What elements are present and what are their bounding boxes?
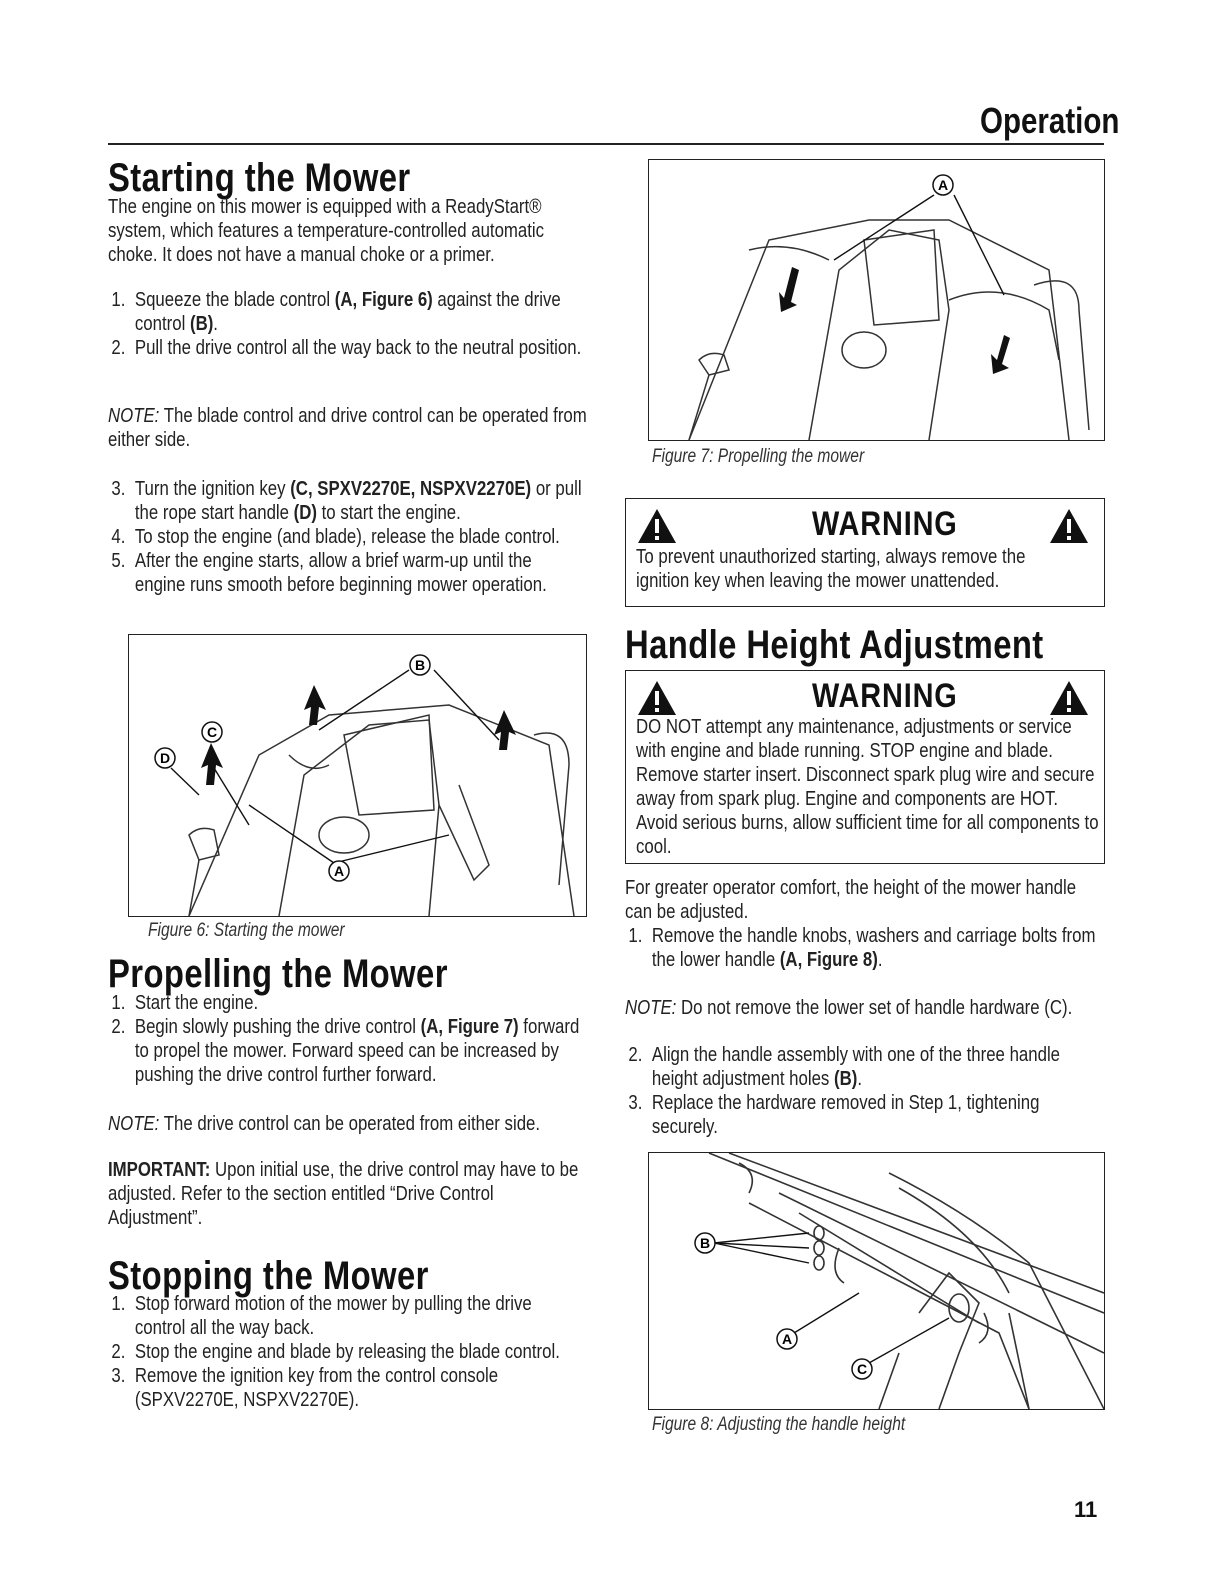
figure-7-caption: Figure 7: Propelling the mower — [652, 446, 865, 467]
list-item: 3. Turn the ignition key (C, SPXV2270E, NSPXV2270E) or pull the rope start handle (D) to start the engine. — [111, 478, 582, 524]
handle-note: NOTE: Do not remove the lower set of handle hardware (C). — [625, 997, 1073, 1019]
list-item: 1. Squeeze the blade control (A, Figure 6) against the drive control (B). — [111, 289, 561, 335]
list-item: 1. Stop forward motion of the mower by pulling the drive control all the way back. — [111, 1293, 532, 1339]
list-item: 2. Align the handle assembly with one of the three handle height adjustment holes (B). — [628, 1044, 1061, 1090]
figure-6-callouts — [155, 655, 430, 881]
list-item: 4. To stop the engine (and blade), release the blade control. — [111, 526, 560, 548]
starting-steps-b — [108, 477, 587, 597]
warning-triangle-icon — [1048, 507, 1090, 545]
list-item: 1. Start the engine. — [111, 992, 259, 1014]
warning-title: WARNING — [812, 677, 958, 715]
list-item: 1. Remove the handle knobs, washers and carriage bolts from the lower handle (A, Figure 8). — [628, 925, 1096, 971]
callout-c: C — [856, 1361, 868, 1377]
warning-box-maintenance — [625, 670, 1105, 864]
warning-triangle-icon — [1048, 679, 1090, 717]
callout-a: A — [333, 863, 345, 879]
propelling-title: Propelling the Mower — [108, 952, 448, 996]
starting-title: Starting the Mower — [108, 156, 411, 200]
warning-text: To prevent unauthorized starting, always remove the ignition key when leaving the mower unattended. — [636, 546, 1026, 592]
figure-6-illustration — [129, 635, 586, 916]
callout-b: B — [699, 1235, 711, 1251]
list-item: 2. Stop the engine and blade by releasing the blade control. — [111, 1341, 560, 1363]
callout-c: C — [206, 724, 218, 740]
page-number: 11 — [1074, 1497, 1098, 1522]
figure-8-illustration — [649, 1153, 1104, 1409]
figure-8 — [648, 1152, 1105, 1410]
starting-intro: The engine on this mower is equipped with a ReadyStart® system, which features a temperature-controlled automatic choke. It does not have a manual choke or a primer. — [108, 196, 545, 266]
figure-7-illustration — [649, 160, 1104, 440]
starting-note: NOTE: The blade control and drive control can be operated from either side. — [108, 405, 587, 451]
header-rule — [108, 143, 1104, 145]
callout-d: D — [159, 750, 171, 766]
list-item: 5. After the engine starts, allow a brief warm-up until the engine runs smooth before beginning mower operation. — [111, 550, 547, 596]
handle-intro: For greater operator comfort, the height of the mower handle can be adjusted. — [625, 877, 1077, 923]
warning-triangle-icon — [636, 679, 678, 717]
callout-a: A — [781, 1331, 793, 1347]
stopping-title: Stopping the Mower — [108, 1254, 429, 1298]
warning-title: WARNING — [812, 505, 958, 543]
list-item: 3. Replace the hardware removed in Step 1, tightening securely. — [628, 1092, 1040, 1138]
figure-6 — [128, 634, 587, 917]
propelling-steps — [108, 991, 587, 1087]
list-item: 2. Pull the drive control all the way back to the neutral position. — [111, 337, 582, 359]
list-item: 2. Begin slowly pushing the drive control (A, Figure 7) forward to propel the mower. Forward speed can be increased by pushing the drive control further forward. — [111, 1016, 580, 1086]
figure-7 — [648, 159, 1105, 441]
handle-title: Handle Height Adjustment — [625, 623, 1044, 667]
handle-steps-b — [625, 1043, 1104, 1139]
propelling-important: IMPORTANT: Upon initial use, the drive control may have to be adjusted. Refer to the section entitled “Drive Control Adjustment”. — [108, 1159, 579, 1229]
section-header: Operation — [980, 100, 1120, 141]
propelling-note: NOTE: The drive control can be operated from either side. — [108, 1113, 541, 1135]
warning-triangle-icon — [636, 507, 678, 545]
callout-a: A — [937, 177, 949, 193]
handle-step-1 — [625, 924, 1104, 972]
figure-6-caption: Figure 6: Starting the mower — [148, 920, 345, 941]
list-item: 3. Remove the ignition key from the control console (SPXV2270E, NSPXV2270E). — [111, 1365, 499, 1411]
stopping-steps — [108, 1292, 587, 1412]
warning-text: DO NOT attempt any maintenance, adjustments or service with engine and blade running. STOP engine and blade. Remove starter insert. Disconnect spark plug wire and secure away from spark plug. Engine and components are HOT. Avoid serious burns, allow sufficient time for all components to cool. — [636, 716, 1099, 858]
warning-box-ignition — [625, 498, 1105, 607]
starting-steps-a — [108, 288, 587, 360]
figure-8-caption: Figure 8: Adjusting the handle height — [652, 1414, 906, 1435]
callout-b: B — [414, 657, 426, 673]
